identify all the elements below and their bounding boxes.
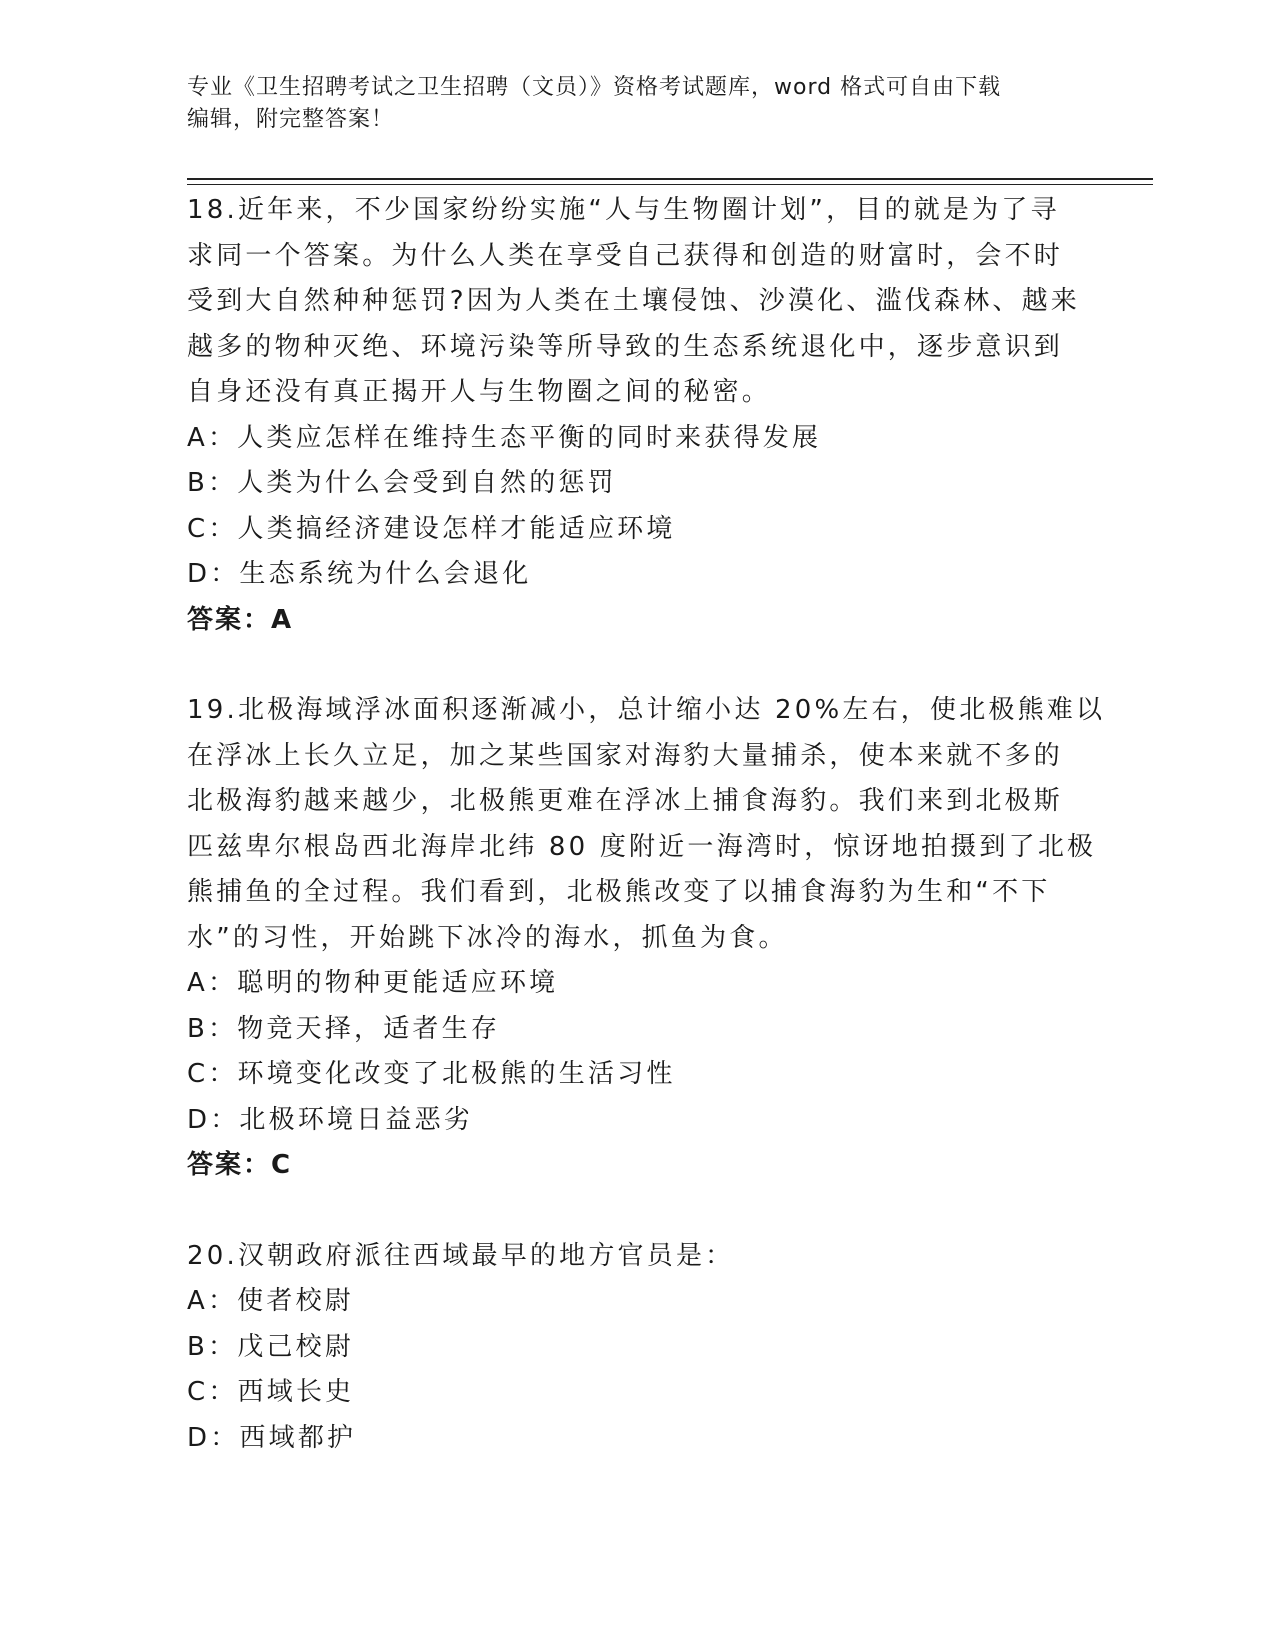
- option-a: A：人类应怎样在维持生态平衡的同时来获得发展: [187, 422, 822, 453]
- header-line: 编辑，附完整答案！: [187, 107, 395, 132]
- question-19: [187, 688, 1106, 1189]
- header-line: 专业《卫生招聘考试之卫生招聘（文员）》资格考试题库，word 格式可自由下载: [187, 75, 1002, 100]
- question-20: [187, 1234, 1087, 1462]
- question-stem-line: 在浮冰上长久立足，加之某些国家对海豹大量捕杀，使本来就不多的: [187, 740, 1064, 771]
- question-stem-line: 水”的习性，开始跳下冰冷的海水，抓鱼为食。: [187, 922, 788, 953]
- question-stem-line: 18.近年来，不少国家纷纷实施“人与生物圈计划”，目的就是为了寻: [187, 195, 1060, 225]
- option-b: B：物竞天择，适者生存: [187, 1013, 501, 1044]
- question-stem-line: 自身还没有真正揭开人与生物圈之间的秘密。: [187, 377, 772, 407]
- option-b: B：戊己校尉: [187, 1331, 355, 1362]
- option-c: C：西域长史: [187, 1377, 355, 1407]
- option-b: B：人类为什么会受到自然的惩罚: [187, 468, 617, 498]
- option-c: C：人类搞经济建设怎样才能适应环境: [187, 513, 676, 544]
- question-stem-line: 匹兹卑尔根岛西北海岸北纬 80 度附近一海湾时，惊讶地拍摄到了北极: [187, 831, 1097, 862]
- answer-label: 答案：A: [187, 604, 294, 635]
- question-stem-line: 20.汉朝政府派往西域最早的地方官员是：: [187, 1240, 735, 1271]
- question-stem-line: 北极海豹越来越少，北极熊更难在浮冰上捕食海豹。我们来到北极斯: [187, 786, 1064, 816]
- question-spacer: [187, 643, 1087, 688]
- answer-label: 答案：C: [187, 1150, 293, 1180]
- question-stem-line: 越多的物种灭绝、环境污染等所导致的生态系统退化中，逐步意识到: [187, 331, 1064, 362]
- question-stem-line: 受到大自然种种惩罚?因为人类在土壤侵蚀、沙漠化、滥伐森林、越来: [187, 286, 1081, 316]
- question-stem-line: 19.北极海域浮冰面积逐渐减小，总计缩小达 20%左右，使北极熊难以: [187, 695, 1106, 725]
- option-a: A：聪明的物种更能适应环境: [187, 968, 559, 998]
- option-d: D：西域都护: [187, 1422, 357, 1453]
- question-18: [187, 188, 1087, 643]
- document-header: [187, 72, 1087, 136]
- header-divider-thick: [187, 178, 1153, 180]
- question-stem-line: 求同一个答案。为什么人类在享受自己获得和创造的财富时，会不时: [187, 240, 1064, 271]
- option-c: C：环境变化改变了北极熊的生活习性: [187, 1059, 676, 1089]
- question-stem-line: 熊捕鱼的全过程。我们看到，北极熊改变了以捕食海豹为生和“不下: [187, 877, 1051, 907]
- header-divider-thin: [187, 184, 1153, 185]
- option-a: A：使者校尉: [187, 1286, 354, 1316]
- option-d: D：生态系统为什么会退化: [187, 559, 532, 589]
- question-spacer: [187, 1189, 1087, 1234]
- option-d: D：北极环境日益恶劣: [187, 1104, 474, 1135]
- question-list: [187, 188, 1106, 1461]
